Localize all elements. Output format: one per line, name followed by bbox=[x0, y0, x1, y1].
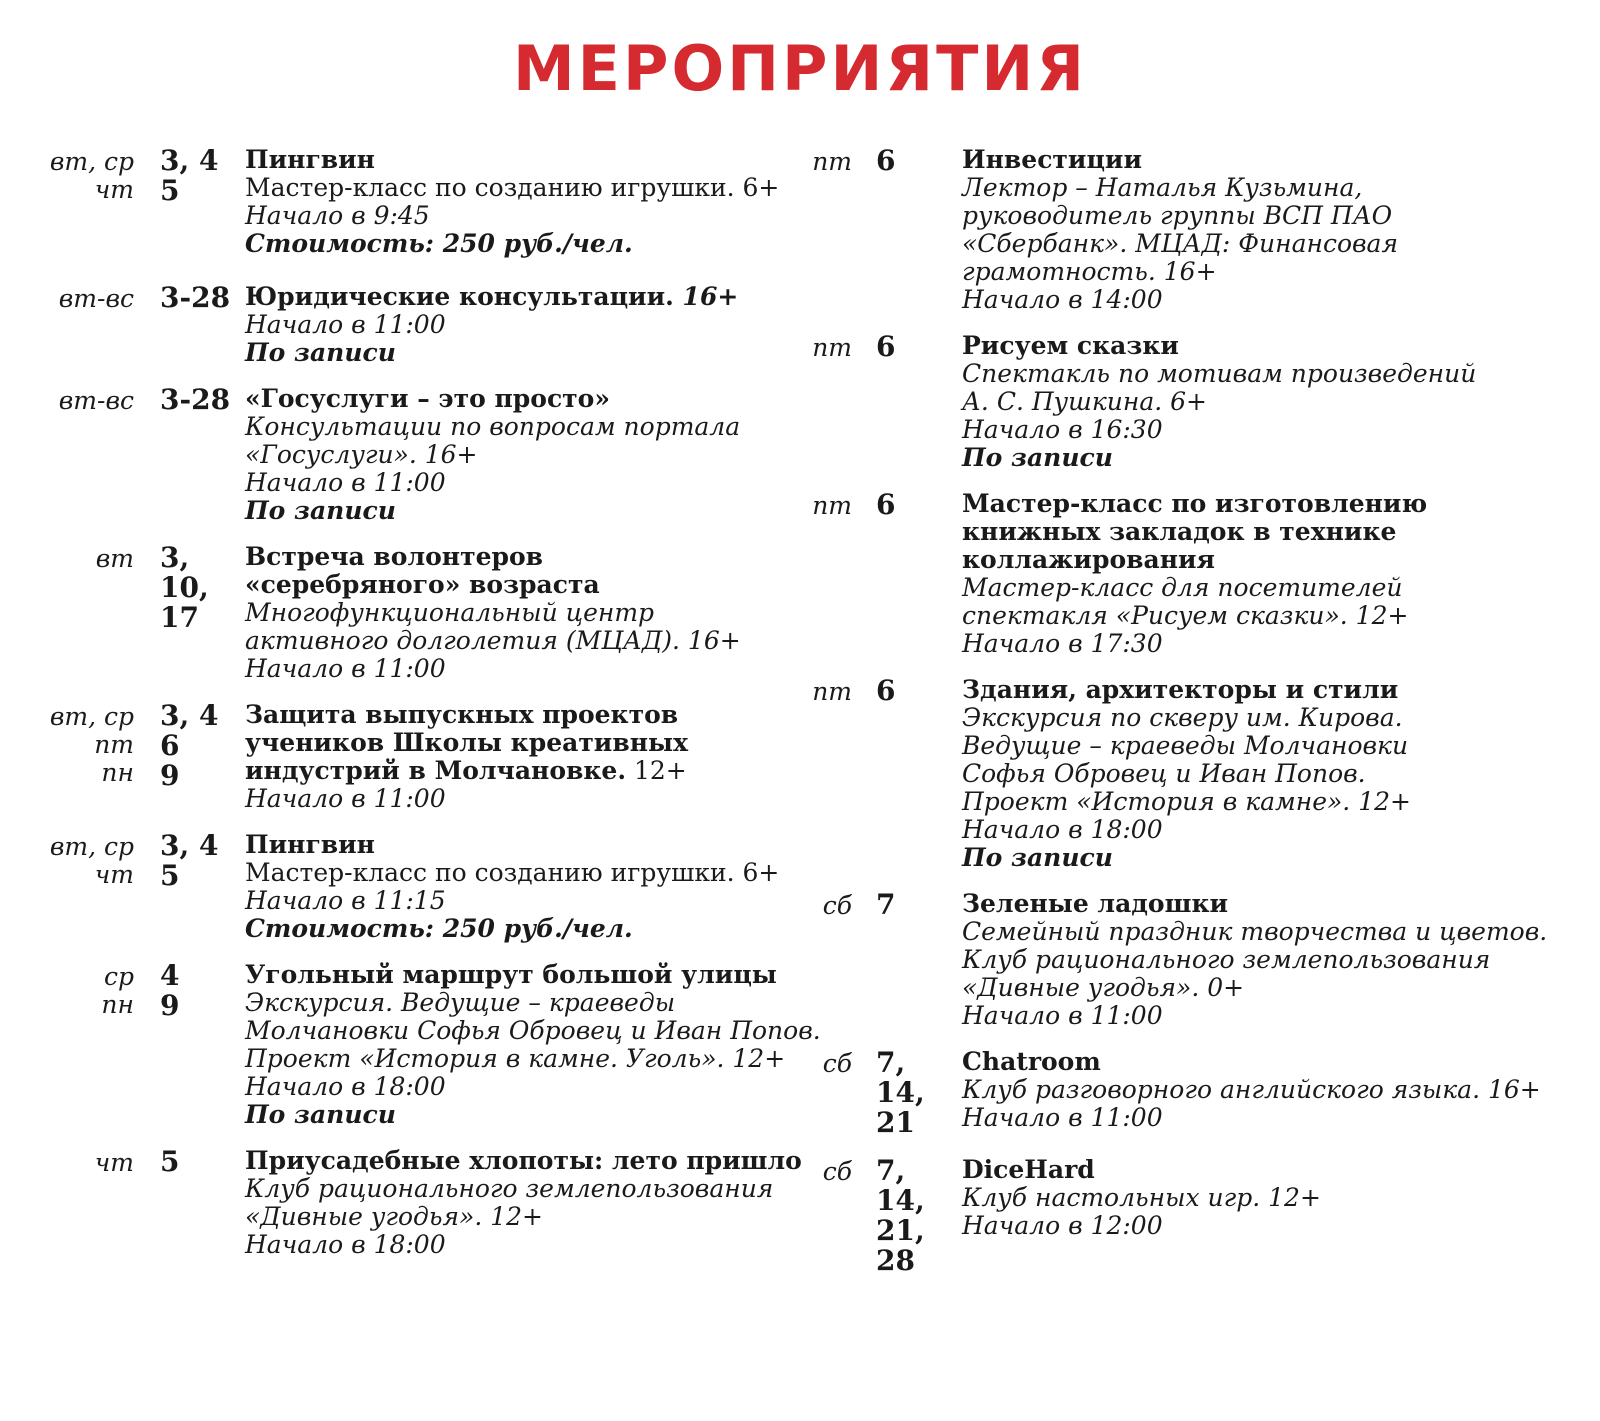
event-description bbox=[245, 1147, 808, 1259]
event-line-text: Ведущие – краеведы Молчановки bbox=[962, 731, 1409, 760]
event-line-text: Мастер-класс для посетителей bbox=[962, 573, 1403, 602]
event-line-text: Семейный праздник творчества и цветов. bbox=[962, 917, 1548, 946]
event-line-text: Пингвин bbox=[245, 830, 375, 859]
event-line bbox=[245, 729, 808, 757]
event-line-text: коллажирования bbox=[962, 545, 1216, 574]
event-line bbox=[962, 1076, 1600, 1104]
event-line-text: Начало в 11:15 bbox=[245, 886, 446, 915]
event-line bbox=[962, 1002, 1600, 1030]
age-rating: 12+ bbox=[626, 756, 687, 785]
event-line-text: По записи bbox=[962, 443, 1113, 472]
event-line-text: Начало в 11:00 bbox=[245, 784, 446, 813]
event-line bbox=[245, 202, 808, 230]
event-description bbox=[245, 961, 821, 1129]
event-line bbox=[962, 174, 1600, 202]
event-line-text: Начало в 11:00 bbox=[962, 1103, 1163, 1132]
event-line bbox=[962, 416, 1600, 444]
event-description bbox=[962, 490, 1600, 658]
event-line-text: Стоимость: 250 руб./чел. bbox=[245, 914, 633, 943]
event-dates: 6 bbox=[876, 330, 896, 363]
event-line bbox=[245, 339, 808, 367]
event-line-text: Инвестиции bbox=[962, 145, 1143, 174]
event-line bbox=[962, 732, 1600, 760]
event-line bbox=[962, 444, 1600, 472]
event-description bbox=[245, 283, 808, 367]
event-line bbox=[245, 859, 808, 887]
event-line bbox=[245, 627, 808, 655]
event-weekdays: сб bbox=[822, 1157, 852, 1186]
event-description bbox=[962, 146, 1600, 314]
event-line-text: «Госуслуги». 16+ bbox=[245, 440, 478, 469]
event-line-text: Мастер-класс по созданию игрушки. 6+ bbox=[245, 173, 780, 202]
event-line-text: Экскурсия по скверу им. Кирова. bbox=[962, 703, 1403, 732]
event-description bbox=[962, 676, 1600, 872]
event-line-text: Начало в 11:00 bbox=[245, 654, 446, 683]
event-line-text: Начало в 12:00 bbox=[962, 1211, 1163, 1240]
event-line-text: Софья Обровец и Иван Попов. bbox=[962, 759, 1366, 788]
event-dates: 5 bbox=[160, 1145, 180, 1178]
event-line bbox=[245, 497, 808, 525]
event-line-text: Начало в 16:30 bbox=[962, 415, 1163, 444]
event-line bbox=[962, 1212, 1600, 1240]
event-item bbox=[808, 676, 1600, 872]
event-line-text: Chatroom bbox=[962, 1047, 1101, 1076]
event-line-text: По записи bbox=[245, 496, 396, 525]
event-line bbox=[962, 844, 1600, 872]
event-description bbox=[962, 890, 1600, 1030]
event-line-text: Многофункциональный центр bbox=[245, 598, 655, 627]
event-line bbox=[245, 1231, 808, 1259]
event-title bbox=[245, 961, 821, 989]
event-line bbox=[962, 360, 1600, 388]
event-weekdays: пт bbox=[812, 491, 852, 520]
event-line bbox=[962, 946, 1600, 974]
event-line-text: руководитель группы ВСП ПАО bbox=[962, 201, 1393, 230]
event-weekdays: сб bbox=[822, 891, 852, 920]
events-column-right bbox=[808, 146, 1600, 1276]
event-title bbox=[962, 490, 1600, 518]
event-line bbox=[962, 388, 1600, 416]
event-description bbox=[962, 332, 1600, 472]
event-line bbox=[245, 989, 821, 1017]
event-item bbox=[808, 146, 1600, 314]
event-line bbox=[962, 602, 1600, 630]
event-title bbox=[962, 890, 1600, 918]
event-weekdays: пт bbox=[812, 677, 852, 706]
event-line-text: Угольный маршрут большой улицы bbox=[245, 960, 777, 989]
event-line bbox=[962, 546, 1600, 574]
event-weekdays: ср пн bbox=[101, 962, 134, 1019]
event-line-text: Молчановки Софья Обровец и Иван Попов. bbox=[245, 1016, 821, 1045]
event-item bbox=[0, 831, 808, 943]
event-line bbox=[962, 788, 1600, 816]
event-line bbox=[245, 441, 808, 469]
event-description bbox=[245, 385, 808, 525]
event-weekdays: вт-вс bbox=[58, 284, 134, 313]
event-weekdays: вт, ср чт bbox=[49, 147, 134, 204]
event-line-text: Рисуем сказки bbox=[962, 331, 1179, 360]
event-line-text: Начало в 18:00 bbox=[245, 1072, 446, 1101]
event-title bbox=[245, 283, 808, 311]
event-dates: 3, 4 5 bbox=[160, 829, 219, 892]
event-item bbox=[808, 490, 1600, 658]
event-description bbox=[245, 146, 808, 258]
event-dates: 7 bbox=[876, 888, 896, 921]
event-line-text: Приусадебные хлопоты: лето пришло bbox=[245, 1146, 802, 1175]
event-line-text: Клуб настольных игр. 12+ bbox=[962, 1183, 1321, 1212]
event-weekdays: вт bbox=[95, 544, 134, 573]
event-dates: 6 bbox=[876, 488, 896, 521]
event-line bbox=[962, 286, 1600, 314]
event-line bbox=[245, 469, 808, 497]
event-line bbox=[962, 704, 1600, 732]
event-line-text: «Дивные угодья». 12+ bbox=[245, 1202, 543, 1231]
event-line bbox=[245, 571, 808, 599]
event-line-text: «Госуслуги – это просто» bbox=[245, 384, 610, 413]
event-line-text: Начало в 18:00 bbox=[962, 815, 1163, 844]
event-weekdays: пт bbox=[812, 147, 852, 176]
event-line-text: Клуб рационального землепользования bbox=[245, 1174, 774, 1203]
event-line-text: По записи bbox=[245, 1100, 396, 1129]
event-item bbox=[808, 1048, 1600, 1138]
event-line-text: Проект «История в камне». 12+ bbox=[962, 787, 1411, 816]
event-line bbox=[245, 887, 808, 915]
event-weekdays: сб bbox=[822, 1049, 852, 1078]
event-dates: 7, 14, 21, 28 bbox=[876, 1154, 925, 1277]
event-line-text: А. С. Пушкина. 6+ bbox=[962, 387, 1207, 416]
event-line bbox=[962, 258, 1600, 286]
event-line bbox=[245, 413, 808, 441]
event-line-text: учеников Школы креативных bbox=[245, 728, 688, 757]
event-description bbox=[245, 831, 808, 943]
event-line bbox=[245, 1017, 821, 1045]
event-line bbox=[962, 202, 1600, 230]
event-line-text: Начало в 11:00 bbox=[962, 1001, 1163, 1030]
event-line-text: Юридические консультации. bbox=[245, 282, 674, 311]
event-line bbox=[245, 785, 808, 813]
event-line bbox=[962, 918, 1600, 946]
event-item bbox=[0, 959, 821, 1129]
event-line-text: Начало в 11:00 bbox=[245, 468, 446, 497]
event-line-text: Здания, архитекторы и стили bbox=[962, 675, 1399, 704]
event-title bbox=[245, 385, 808, 413]
event-line bbox=[962, 816, 1600, 844]
event-item bbox=[0, 146, 808, 258]
event-item bbox=[0, 543, 808, 683]
event-line-text: Клуб разговорного английского языка. 16+ bbox=[962, 1075, 1541, 1104]
event-line-text: Начало в 17:30 bbox=[962, 629, 1163, 658]
event-line-text: Начало в 14:00 bbox=[962, 285, 1163, 314]
event-line bbox=[962, 630, 1600, 658]
event-dates: 3-28 bbox=[160, 281, 231, 314]
event-line bbox=[245, 1073, 821, 1101]
event-line-text: «Дивные угодья». 0+ bbox=[962, 973, 1245, 1002]
event-title bbox=[245, 543, 808, 571]
event-title bbox=[245, 1147, 808, 1175]
event-line-text: Клуб рационального землепользования bbox=[962, 945, 1491, 974]
event-dates: 6 bbox=[876, 674, 896, 707]
event-line bbox=[962, 1184, 1600, 1212]
event-line bbox=[962, 760, 1600, 788]
event-weekdays: вт-вс bbox=[58, 386, 134, 415]
event-dates: 6 bbox=[876, 144, 896, 177]
event-title bbox=[962, 676, 1600, 704]
event-item bbox=[0, 701, 808, 813]
event-line bbox=[245, 311, 808, 339]
event-line bbox=[962, 518, 1600, 546]
event-line-text: DiceHard bbox=[962, 1155, 1095, 1184]
event-line-text: Экскурсия. Ведущие – краеведы bbox=[245, 988, 676, 1017]
event-title bbox=[962, 1048, 1600, 1076]
event-line-text: индустрий в Молчановке. bbox=[245, 756, 627, 785]
event-line-text: Проект «История в камне. Уголь». 12+ bbox=[245, 1044, 786, 1073]
event-line-text: По записи bbox=[962, 843, 1113, 872]
event-description bbox=[962, 1048, 1600, 1138]
event-line-text: «серебряного» возраста bbox=[245, 570, 600, 599]
event-line bbox=[962, 574, 1600, 602]
events-column-left bbox=[0, 144, 821, 1259]
event-line-text: грамотность. 16+ bbox=[962, 257, 1217, 286]
event-line bbox=[962, 230, 1600, 258]
event-line bbox=[962, 974, 1600, 1002]
event-line bbox=[245, 1101, 821, 1129]
event-line bbox=[245, 1045, 821, 1073]
event-dates: 3-28 bbox=[160, 383, 231, 416]
event-line-text: Начало в 11:00 bbox=[245, 310, 446, 339]
event-line-text: Начало в 9:45 bbox=[245, 201, 430, 230]
page-title: МЕРОПРИЯТИЯ bbox=[512, 32, 1088, 105]
event-title bbox=[962, 1156, 1600, 1184]
event-dates: 3, 10, 17 bbox=[160, 541, 209, 634]
event-line-text: Зеленые ладошки bbox=[962, 889, 1229, 918]
event-weekdays: чт bbox=[94, 1148, 134, 1177]
event-description bbox=[245, 543, 808, 683]
event-line bbox=[245, 599, 808, 627]
event-line-text: Мастер-класс по изготовлению bbox=[962, 489, 1428, 518]
event-title bbox=[962, 332, 1600, 360]
event-line bbox=[245, 757, 808, 785]
event-item bbox=[808, 890, 1600, 1030]
event-line-text: Стоимость: 250 руб./чел. bbox=[245, 229, 633, 258]
event-line-text: Мастер-класс по созданию игрушки. 6+ bbox=[245, 858, 780, 887]
event-item bbox=[808, 332, 1600, 472]
event-dates: 3, 4 5 bbox=[160, 144, 219, 207]
event-item bbox=[808, 1156, 1600, 1276]
event-line-text: Встреча волонтеров bbox=[245, 542, 543, 571]
event-description bbox=[245, 701, 808, 813]
event-line bbox=[245, 1203, 808, 1231]
event-weekdays: вт, ср чт bbox=[49, 832, 134, 889]
age-rating: 16+ bbox=[673, 282, 739, 311]
event-line-text: спектакля «Рисуем сказки». 12+ bbox=[962, 601, 1409, 630]
event-line-text: книжных закладок в технике bbox=[962, 517, 1397, 546]
event-line bbox=[245, 915, 808, 943]
event-weekdays: вт, ср пт пн bbox=[49, 702, 134, 787]
event-title bbox=[962, 146, 1600, 174]
event-title bbox=[245, 701, 808, 729]
event-dates: 3, 4 6 9 bbox=[160, 699, 219, 792]
event-line-text: Лектор – Наталья Кузьмина, bbox=[962, 173, 1363, 202]
event-item bbox=[0, 283, 808, 367]
event-line bbox=[245, 174, 808, 202]
event-title bbox=[245, 146, 808, 174]
event-line-text: «Сбербанк». МЦАД: Финансовая bbox=[962, 229, 1399, 258]
event-item bbox=[0, 1147, 808, 1259]
event-weekdays: пт bbox=[812, 333, 852, 362]
event-line bbox=[962, 1104, 1600, 1132]
event-description bbox=[962, 1156, 1600, 1276]
event-dates: 4 9 bbox=[160, 959, 180, 1022]
event-line-text: Спектакль по мотивам произведений bbox=[962, 359, 1477, 388]
event-line-text: Начало в 18:00 bbox=[245, 1230, 446, 1259]
event-line-text: активного долголетия (МЦАД). 16+ bbox=[245, 626, 741, 655]
event-line-text: Пингвин bbox=[245, 145, 375, 174]
event-dates: 7, 14, 21 bbox=[876, 1046, 925, 1139]
event-line-text: Защита выпускных проектов bbox=[245, 700, 679, 729]
event-line-text: Консультации по вопросам портала bbox=[245, 412, 741, 441]
event-line-text: По записи bbox=[245, 338, 396, 367]
event-item bbox=[0, 385, 808, 525]
event-title bbox=[245, 831, 808, 859]
event-line bbox=[245, 1175, 808, 1203]
event-line bbox=[245, 655, 808, 683]
event-line bbox=[245, 230, 808, 258]
